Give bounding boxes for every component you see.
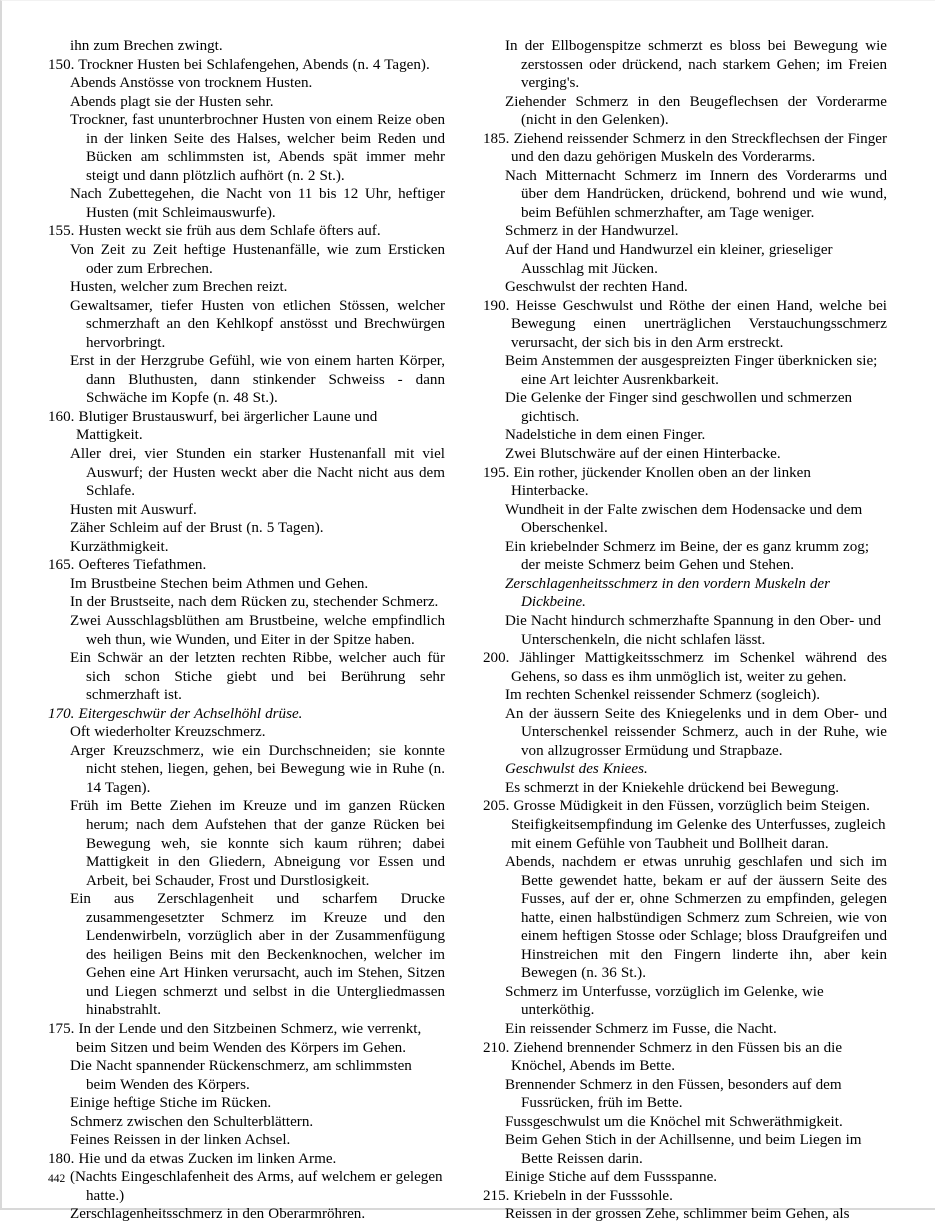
symptom-entry: Nach Mitternacht Schmerz im Innern des Vorderarms und über dem Handrücken, drückend, bohrend und wie wund, beim Befühlen schmerzhafter, am Tage weniger. [505,167,887,221]
symptom-entry: Nach Zubettegehen, die Nacht von 11 bis 12 Uhr, heftiger Husten (mit Schleimauswurfe). [70,186,445,221]
symptom-entry-numbered [483,130,887,167]
entry-text: Ziehend brennender Schmerz in den Füssen bis an die Knöchel, Abends im Bette. [511,1039,843,1075]
symptom-entry: Kurzäthmigkeit. [70,538,169,555]
symptom-entry: Zerschlagenheitsschmerz in den vordern Muskeln der Dickbeine. [505,575,830,611]
entry-number: 215. [483,1187,510,1204]
symptom-entry: Beim Anstemmen der ausgespreizten Finger überknicken sie; eine Art leichter Ausrenkbarkeit. [505,353,878,388]
symptom-entry: Trockner, fast ununterbrochner Husten von einem Reize oben in der linken Seite des Halses, welcher beim Reden und Bücken am schlimmsten ist, Abends spät immer mehr steigt und dann plötzlich aufhört (n. 2 St.). [70,112,445,184]
symptom-entry: Schmerz in der Handwurzel. [505,223,679,240]
symptom-entry: (Nachts Eingeschlafenheit des Arms, auf welchem er gelegen hatte.) [70,1169,443,1204]
entry-text: Hie und da etwas Zucken im linken Arme. [78,1150,337,1167]
symptom-entry: Oft wiederholter Kreuzschmerz. [70,724,266,741]
symptom-entry-numbered [48,1020,445,1057]
symptom-entry: Die Nacht hindurch schmerzhafte Spannung in den Ober- und Unterschenkeln, die nicht schlafen lässt. [505,612,881,648]
entry-text: Grosse Müdigkeit in den Füssen, vorzüglich beim Steigen. Steifigkeitsempfindung im Gelenke des Unterfusses, zugleich mit einem Gefühle von Taubheit und Bollheit daran. [511,798,886,852]
entry-text: Oefteres Tiefathmen. [78,557,207,574]
symptom-entry-numbered [48,408,445,445]
entry-number: 170. [48,705,75,722]
entry-number: 195. [483,464,510,481]
symptom-entry: Zwei Blutschwäre auf der einen Hinterbacke. [505,446,781,463]
two-column-body [2,37,935,1224]
entry-number: 185. [483,130,510,147]
symptom-entry-numbered [48,705,445,724]
symptom-entry: Zwei Ausschlagsblüthen am Brustbeine, welche empfindlich weh thun, wie Wunden, und Eiter in der Spitze haben. [70,612,445,648]
symptom-entry: Ziehender Schmerz in den Beugeflechsen der Vorderarme (nicht in den Gelenken). [505,93,887,129]
entry-text: Eitergeschwür der Achselhöhl drüse. [78,705,303,722]
symptom-entry: In der Ellbogenspitze schmerzt es bloss bei Bewegung wie zerstossen oder drückend, nach starkem Gehen; im Freien verging's. [505,38,887,92]
entry-number: 180. [48,1150,75,1167]
symptom-entry-numbered [483,1039,887,1076]
symptom-entry: Auf der Hand und Handwurzel ein kleiner, grieseliger Ausschlag mit Jücken. [505,242,833,277]
symptom-entry: Zäher Schleim auf der Brust (n. 5 Tagen). [70,520,324,537]
symptom-entry-numbered [483,649,887,686]
entry-number: 210. [483,1039,510,1056]
symptom-entry-numbered [483,297,887,353]
entry-number: 205. [483,798,510,815]
symptom-entry: Die Nacht spannender Rückenschmerz, am schlimmsten beim Wenden des Körpers. [70,1058,412,1093]
symptom-entry: Schmerz zwischen den Schulterblättern. [70,1113,314,1130]
symptom-entry: Husten, welcher zum Brechen reizt. [70,279,288,296]
symptom-entry: Im rechten Schenkel reissender Schmerz (sogleich). [505,687,821,704]
symptom-entry: Erst in der Herzgrube Gefühl, wie von einem harten Körper, dann Bluthusten, dann stinkender Schweiss - dann Schwäche im Kopfe (n. 48 St.). [70,353,445,407]
entry-text: Trockner Husten bei Schlafengehen, Abends (n. 4 Tagen). [78,56,430,73]
symptom-entry: Von Zeit zu Zeit heftige Hustenanfälle, wie zum Ersticken oder zum Erbrechen. [70,242,445,277]
symptom-entry: Die Gelenke der Finger sind geschwollen und schmerzen gichtisch. [505,390,853,425]
symptom-entry: Arger Kreuzschmerz, wie ein Durchschneiden; sie konnte nicht stehen, liegen, gehen, bei Bewegung wie in Ruhe (n. 14 Tagen). [70,742,445,796]
symptom-entry-numbered [483,464,887,501]
right-text-column [483,37,887,1224]
entry-number: 190. [483,297,510,314]
entry-number: 150. [48,56,75,73]
symptom-entry: Ein aus Zerschlagenheit und scharfem Drucke zusammengesetzter Schmerz im Kreuze und den Lendenwirbeln, vorzüglich aber in der Zusammenfügung des heiligen Beins mit den Beckenknochen, welcher im Gehen eine Art Hinken verursacht, auch im Stehen, Sitzen und Liegen schmerzt und selbst in die Untergliedmassen hinabstrahlt. [70,891,445,1019]
symptom-entry: In der Brustseite, nach dem Rücken zu, stechender Schmerz. [70,594,439,611]
symptom-entry-numbered [48,222,445,241]
symptom-entry: Beim Gehen Stich in der Achillsenne, und beim Liegen im Bette Reissen darin. [505,1132,862,1167]
page-number: 442 [48,1173,66,1185]
entry-number: 165. [48,557,75,574]
entry-text: Jählinger Mattigkeitsschmerz im Schenkel während des Gehens, so dass es ihm unmöglich ist, weiter zu gehen. [511,650,888,685]
entry-text: Heisse Geschwulst und Röthe der einen Hand, welche bei Bewegung einen unerträglichen Verstauchungsschmerz verursacht, der sich bis in den Arm erstreckt. [511,297,887,351]
symptom-entry: Aller drei, vier Stunden ein starker Hustenanfall mit viel Auswurf; der Husten weckt aber die Nacht nicht aus dem Schlafe. [70,446,445,500]
symptom-entry: Ein kriebelnder Schmerz im Beine, der es ganz krumm zog; der meiste Schmerz beim Gehen und Stehen. [505,538,870,574]
entry-number: 155. [48,223,75,240]
symptom-entry: Zerschlagenheitsschmerz in den Oberarmröhren. [70,1206,366,1223]
symptom-entry: Brennender Schmerz in den Füssen, besonders auf dem Fussrücken, früh im Bette. [505,1076,842,1112]
symptom-entry: Im Brustbeine Stechen beim Athmen und Gehen. [70,575,369,592]
symptom-entry: Geschwulst des Kniees. [505,761,648,778]
entry-text: Ziehend reissender Schmerz in den Streckflechsen der Finger und den dazu gehörigen Muskeln des Vorderarms. [511,130,888,166]
symptom-entry: Einige Stiche auf dem Fussspanne. [505,1169,718,1186]
symptom-entry: Abends, nachdem er etwas unruhig geschlafen und sich im Bette gewendet hatte, bekam er auf der äussern Seite des Fusses, auf der er, ohne Schmerzen zu empfinden, gelegen hatte, einen halbstündigen Schmerz zum Schreien, wie von einem heftigen Stosse oder Schlage; bloss Draufgreifen und Hinstreichen mit den Fingern linderte ihn, aber kein Bewegen (n. 36 St.). [505,854,887,982]
left-text-column [48,37,445,1224]
symptom-entry: Früh im Bette Ziehen im Kreuze und im ganzen Rücken herum; nach dem Aufstehen that der ganze Rücken bei Bewegung weh, sie konnte sich kaum rühren; dabei Mattigkeit in den Gliedern, Abneigung vor Essen und Arbeit, bei Schauder, Frost und Durstlosigkeit. [70,798,445,889]
symptom-entry: Ein reissender Schmerz im Fusse, die Nacht. [505,1020,777,1037]
symptom-entry: Feines Reissen in der linken Achsel. [70,1132,291,1149]
symptom-entry: Schmerz im Unterfusse, vorzüglich im Gelenke, wie unterköthig. [505,983,824,1019]
symptom-entry: Es schmerzt in der Kniekehle drückend bei Bewegung. [505,779,840,796]
symptom-entry-numbered [48,556,445,575]
entry-text: Kriebeln in der Fusssohle. [513,1187,673,1204]
symptom-entry: Fussgeschwulst um die Knöchel mit Schweräthmigkeit. [505,1113,843,1130]
symptom-entry: Abends plagt sie der Husten sehr. [70,93,274,110]
symptom-entry: Nadelstiche in dem einen Finger. [505,427,706,444]
symptom-entry-numbered [483,1187,887,1206]
entry-text: In der Lende und den Sitzbeinen Schmerz, wie verrenkt, beim Sitzen und beim Wenden des Körpers im Gehen. [76,1020,422,1056]
symptom-entry: Abends Anstösse von trocknem Husten. [70,75,313,92]
symptom-entry: An der äussern Seite des Kniegelenks und in dem Ober- und Unterschenkel reissender Schmerz, auch in der Ruhe, wie von allzugrosser Ermüdung und Strapbaze. [505,705,887,759]
entry-number: 160. [48,408,75,425]
symptom-entry: Gewaltsamer, tiefer Husten von etlichen Stössen, welcher schmerzhaft an den Kehlkopf anstösst und Brechwürgen hervorbringt. [70,297,445,351]
symptom-entry: Geschwulst der rechten Hand. [505,279,688,296]
symptom-entry-numbered [483,797,887,853]
entry-text: Ein rother, jückender Knollen oben an der linken Hinterbacke. [511,464,811,500]
entry-text: Husten weckt sie früh aus dem Schlafe öfters auf. [78,223,381,240]
symptom-entry-numbered [48,1150,445,1169]
entry-number: 175. [48,1020,75,1037]
symptom-entry: Reissen in der grossen Zehe, schlimmer beim Gehen, als [505,1206,850,1223]
symptom-entry: Husten mit Auswurf. [70,501,197,518]
symptom-entry-numbered [48,56,445,75]
symptom-entry: ihn zum Brechen zwingt. [70,38,223,54]
entry-number: 200. [483,650,510,667]
symptom-entry: Einige heftige Stiche im Rücken. [70,1095,272,1112]
entry-text: Blutiger Brustauswurf, bei ärgerlicher Laune und Mattigkeit. [76,408,378,444]
symptom-entry: Ein Schwär an der letzten rechten Ribbe, welcher auch für sich schon Stiche giebt und bei Berührung sehr schmerzhaft ist. [70,650,445,704]
symptom-entry: Wundheit in der Falte zwischen dem Hodensacke und dem Oberschenkel. [505,501,863,537]
